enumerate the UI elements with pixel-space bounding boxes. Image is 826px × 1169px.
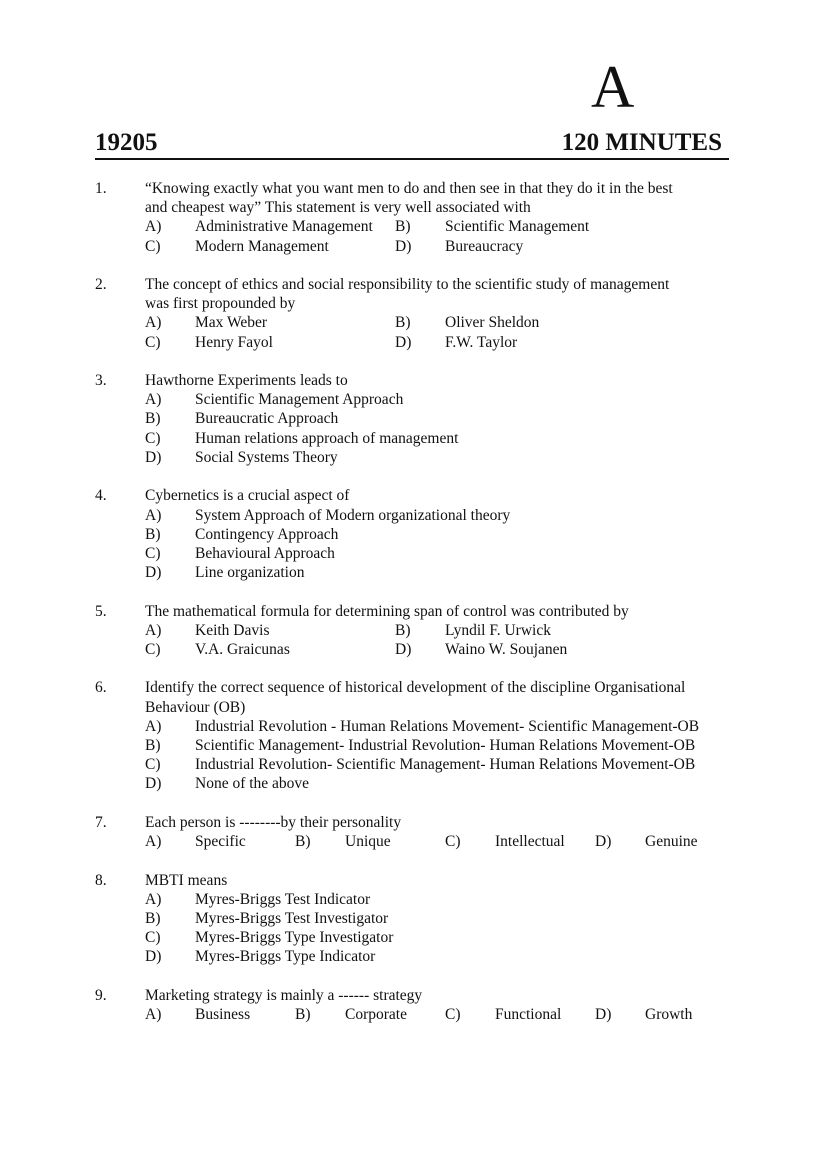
- option-label: C): [445, 1005, 461, 1023]
- option-text: Oliver Sheldon: [445, 314, 540, 332]
- option-text: Contingency Approach: [195, 525, 339, 543]
- question-number: 3.: [95, 372, 107, 390]
- option-label: A): [145, 621, 162, 639]
- question: [0, 602, 826, 660]
- option-label: D): [595, 1005, 612, 1023]
- option-text: System Approach of Modern organizational theory: [195, 506, 511, 524]
- option-text: Bureaucracy: [445, 237, 524, 255]
- question-text: Identify the correct sequence of historical development of the discipline Organisational: [145, 679, 686, 697]
- option-label: C): [145, 929, 161, 947]
- option-text: Behavioural Approach: [195, 544, 335, 562]
- option-row: [0, 333, 826, 352]
- option-label: B): [295, 833, 311, 851]
- option-text: Genuine: [645, 833, 698, 851]
- option-label: D): [145, 448, 162, 466]
- option-row: [0, 390, 826, 409]
- option-text: Lyndil F. Urwick: [445, 621, 551, 639]
- option-row: [0, 544, 826, 563]
- version-letter: A: [591, 54, 635, 120]
- option-text: V.A. Graicunas: [195, 640, 290, 658]
- option-text: Max Weber: [195, 314, 268, 332]
- question-number: 7.: [95, 813, 107, 831]
- option-label: C): [145, 333, 161, 351]
- option-text: Line organization: [195, 564, 305, 582]
- question-number: 9.: [95, 986, 107, 1004]
- option-text: Scientific Management- Industrial Revolution- Human Relations Movement-OB: [195, 736, 696, 754]
- option-label: A): [145, 314, 162, 332]
- option-label: B): [395, 621, 411, 639]
- question-text: and cheapest way” This statement is very well associated with: [145, 199, 531, 217]
- option-row: [0, 717, 826, 736]
- option-label: C): [445, 833, 461, 851]
- option-label: D): [145, 948, 162, 966]
- paper-code: 19205: [95, 129, 158, 156]
- option-label: B): [145, 410, 161, 428]
- question-number: 8.: [95, 871, 107, 889]
- option-text: Administrative Management: [195, 218, 373, 236]
- question-number: 1.: [95, 180, 107, 197]
- question: [0, 275, 826, 352]
- option-text: Scientific Management Approach: [195, 391, 404, 409]
- option-row: [0, 448, 826, 467]
- question-text: The concept of ethics and social responsibility to the scientific study of management: [145, 276, 670, 294]
- question-text: Hawthorne Experiments leads to: [145, 372, 348, 390]
- option-label: D): [595, 833, 612, 851]
- question: [0, 486, 826, 582]
- option-text: Henry Fayol: [195, 333, 273, 351]
- option-label: C): [145, 544, 161, 562]
- option-row: [0, 832, 826, 851]
- option-row: [0, 409, 826, 428]
- option-row: [0, 736, 826, 755]
- option-label: D): [145, 775, 162, 793]
- question-text: The mathematical formula for determining span of control was contributed by: [145, 602, 629, 620]
- question-text: Cybernetics is a crucial aspect of: [145, 487, 350, 505]
- option-text: Industrial Revolution - Human Relations Movement- Scientific Management-OB: [195, 717, 700, 735]
- option-label: C): [145, 237, 161, 255]
- question-text: Behaviour (OB): [145, 698, 246, 716]
- option-label: A): [145, 833, 162, 851]
- option-row: [0, 429, 826, 448]
- option-label: A): [145, 717, 162, 735]
- option-label: B): [395, 218, 411, 236]
- question-text: MBTI means: [145, 871, 228, 889]
- option-label: C): [145, 429, 161, 447]
- option-text: Social Systems Theory: [195, 448, 338, 466]
- option-label: D): [145, 564, 162, 582]
- option-text: Myres-Briggs Type Investigator: [195, 929, 394, 947]
- option-row: [0, 525, 826, 544]
- option-label: C): [145, 756, 161, 774]
- question-text: “Knowing exactly what you want men to do and then see in that they do it in the best: [145, 180, 673, 197]
- option-text: Keith Davis: [195, 621, 270, 639]
- option-text: Waino W. Soujanen: [445, 640, 568, 658]
- option-row: [0, 774, 826, 793]
- option-text: Scientific Management: [445, 218, 590, 236]
- option-row: [0, 217, 826, 236]
- question-number: 5.: [95, 602, 107, 620]
- option-row: [0, 563, 826, 582]
- option-text: Industrial Revolution- Scientific Management- Human Relations Movement-OB: [195, 756, 696, 774]
- question: [0, 678, 826, 793]
- option-label: A): [145, 391, 162, 409]
- option-text: Business: [195, 1005, 251, 1023]
- option-label: A): [145, 1005, 162, 1023]
- option-label: C): [145, 640, 161, 658]
- option-row: [0, 1005, 826, 1024]
- question: [0, 986, 826, 1024]
- option-text: Growth: [645, 1005, 693, 1023]
- option-text: Functional: [495, 1005, 562, 1023]
- option-text: Unique: [345, 833, 391, 851]
- option-label: D): [395, 333, 412, 351]
- question: [0, 179, 826, 256]
- option-label: A): [145, 218, 162, 236]
- option-label: A): [145, 890, 162, 908]
- option-row: [0, 313, 826, 332]
- option-text: Myres-Briggs Type Indicator: [195, 948, 376, 966]
- option-label: B): [145, 736, 161, 754]
- option-text: Intellectual: [495, 833, 565, 851]
- option-row: [0, 506, 826, 525]
- option-row: [0, 621, 826, 640]
- option-text: Myres-Briggs Test Investigator: [195, 909, 389, 927]
- option-label: B): [145, 909, 161, 927]
- option-row: [0, 928, 826, 947]
- option-label: B): [145, 525, 161, 543]
- option-text: Corporate: [345, 1005, 407, 1023]
- option-label: D): [395, 237, 412, 255]
- option-row: [0, 947, 826, 966]
- question: [0, 813, 826, 851]
- question: [0, 871, 826, 967]
- option-label: A): [145, 506, 162, 524]
- option-text: Human relations approach of management: [195, 429, 459, 447]
- option-row: [0, 755, 826, 774]
- question-text: was first propounded by: [145, 295, 296, 313]
- duration: 120 MINUTES: [561, 129, 722, 156]
- question-list: [0, 179, 826, 1043]
- option-row: [0, 890, 826, 909]
- option-text: Specific: [195, 833, 246, 851]
- option-text: None of the above: [195, 775, 310, 793]
- option-text: F.W. Taylor: [445, 333, 518, 351]
- question-number: 4.: [95, 487, 107, 505]
- question-text: Each person is --------by their personality: [145, 813, 402, 831]
- option-label: B): [295, 1005, 311, 1023]
- option-text: Bureaucratic Approach: [195, 410, 339, 428]
- question: [0, 371, 826, 467]
- question-text: Marketing strategy is mainly a ------ strategy: [145, 986, 423, 1004]
- option-row: [0, 237, 826, 256]
- option-row: [0, 909, 826, 928]
- header-rule: [95, 158, 729, 160]
- question-number: 2.: [95, 276, 107, 294]
- option-row: [0, 640, 826, 659]
- question-number: 6.: [95, 679, 107, 697]
- option-text: Myres-Briggs Test Indicator: [195, 890, 371, 908]
- option-label: D): [395, 640, 412, 658]
- option-label: B): [395, 314, 411, 332]
- option-text: Modern Management: [195, 237, 329, 255]
